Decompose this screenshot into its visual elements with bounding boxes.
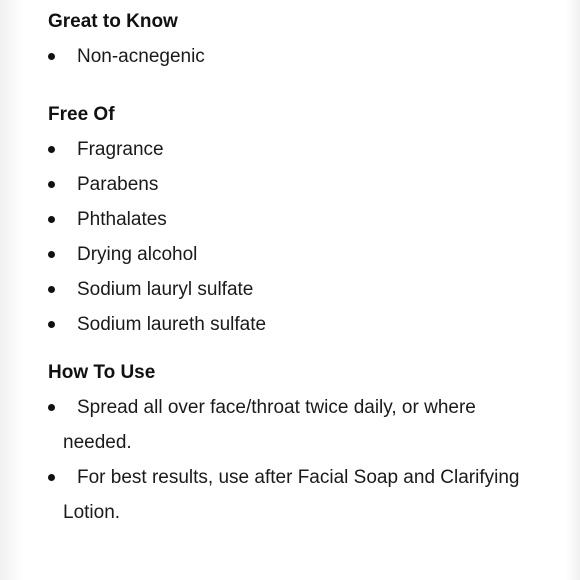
list-item-text: Phthalates <box>77 209 167 230</box>
great-to-know-heading: Great to Know <box>48 11 178 32</box>
left-edge-shadow <box>0 0 22 580</box>
free-of-section <box>48 103 548 342</box>
list-item <box>48 202 548 237</box>
free-of-list <box>48 132 548 342</box>
how-to-use-section <box>48 361 548 530</box>
bullet-icon <box>48 251 55 258</box>
great-to-know-section <box>48 10 548 74</box>
list-item-text: Parabens <box>77 174 159 195</box>
list-item-text: For best results, use after Facial Soap and Clarifying Lotion. <box>63 467 520 523</box>
bullet-icon <box>48 53 55 60</box>
bullet-icon <box>48 474 55 481</box>
bullet-icon <box>48 286 55 293</box>
list-item <box>48 237 548 272</box>
list-item <box>48 272 548 307</box>
list-item <box>48 390 548 460</box>
list-item-text: Non-acnegenic <box>77 46 205 67</box>
free-of-heading: Free Of <box>48 104 115 125</box>
list-item <box>48 132 548 167</box>
bullet-icon <box>48 181 55 188</box>
bullet-icon <box>48 404 55 411</box>
product-details <box>48 10 548 530</box>
list-item <box>48 39 548 74</box>
list-item-text: Sodium laureth sulfate <box>77 314 267 335</box>
list-item <box>48 167 548 202</box>
great-to-know-list <box>48 39 548 74</box>
list-item-text: Spread all over face/throat twice daily, or where needed. <box>63 397 476 453</box>
bullet-icon <box>48 321 55 328</box>
list-item-text: Fragrance <box>77 139 164 160</box>
how-to-use-list <box>48 390 548 530</box>
list-item-text: Sodium lauryl sulfate <box>77 279 254 300</box>
bullet-icon <box>48 146 55 153</box>
list-item <box>48 307 548 342</box>
list-item-text: Drying alcohol <box>77 244 198 265</box>
right-edge-shadow <box>566 0 580 580</box>
bullet-icon <box>48 216 55 223</box>
how-to-use-heading: How To Use <box>48 362 156 383</box>
list-item <box>48 460 548 530</box>
